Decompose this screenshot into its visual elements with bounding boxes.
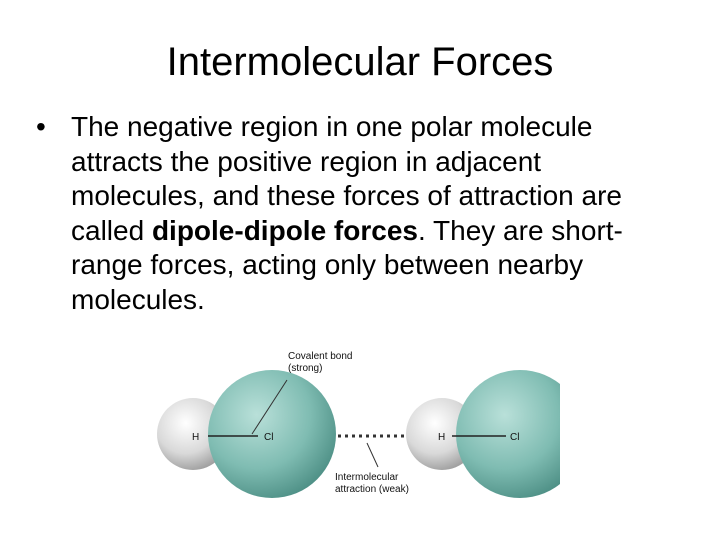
covalent-label-line2: (strong)	[288, 363, 323, 374]
bullet-point	[36, 110, 676, 317]
bullet-bold-term: dipole-dipole forces	[151, 214, 418, 246]
slide-title: Intermolecular Forces	[166, 40, 554, 84]
atom-label-cl2: Cl	[510, 432, 520, 443]
dipole-diagram	[140, 345, 560, 525]
intermolecular-label-line2: attraction (weak)	[335, 484, 409, 495]
bullet-marker: •	[36, 111, 46, 142]
atom-label-h2: H	[438, 432, 446, 443]
atom-label-h1: H	[192, 432, 200, 443]
atom-label-cl1: Cl	[264, 432, 274, 443]
dipole-diagram-svg	[140, 345, 560, 525]
intermolecular-callout-line	[367, 443, 378, 467]
chlorine-atom-2	[456, 370, 560, 498]
bullet-text-after: . They are short-range forces, acting only between nearby molecules.	[71, 214, 623, 315]
bullet-text	[71, 110, 676, 317]
bullet-text-before: The negative region in one polar molecule attracts the positive region in adjacent molecules, and these forces of attraction are called	[71, 111, 622, 246]
covalent-label-line1: Covalent bond	[288, 351, 353, 362]
intermolecular-label-line1: Intermolecular	[335, 472, 399, 483]
